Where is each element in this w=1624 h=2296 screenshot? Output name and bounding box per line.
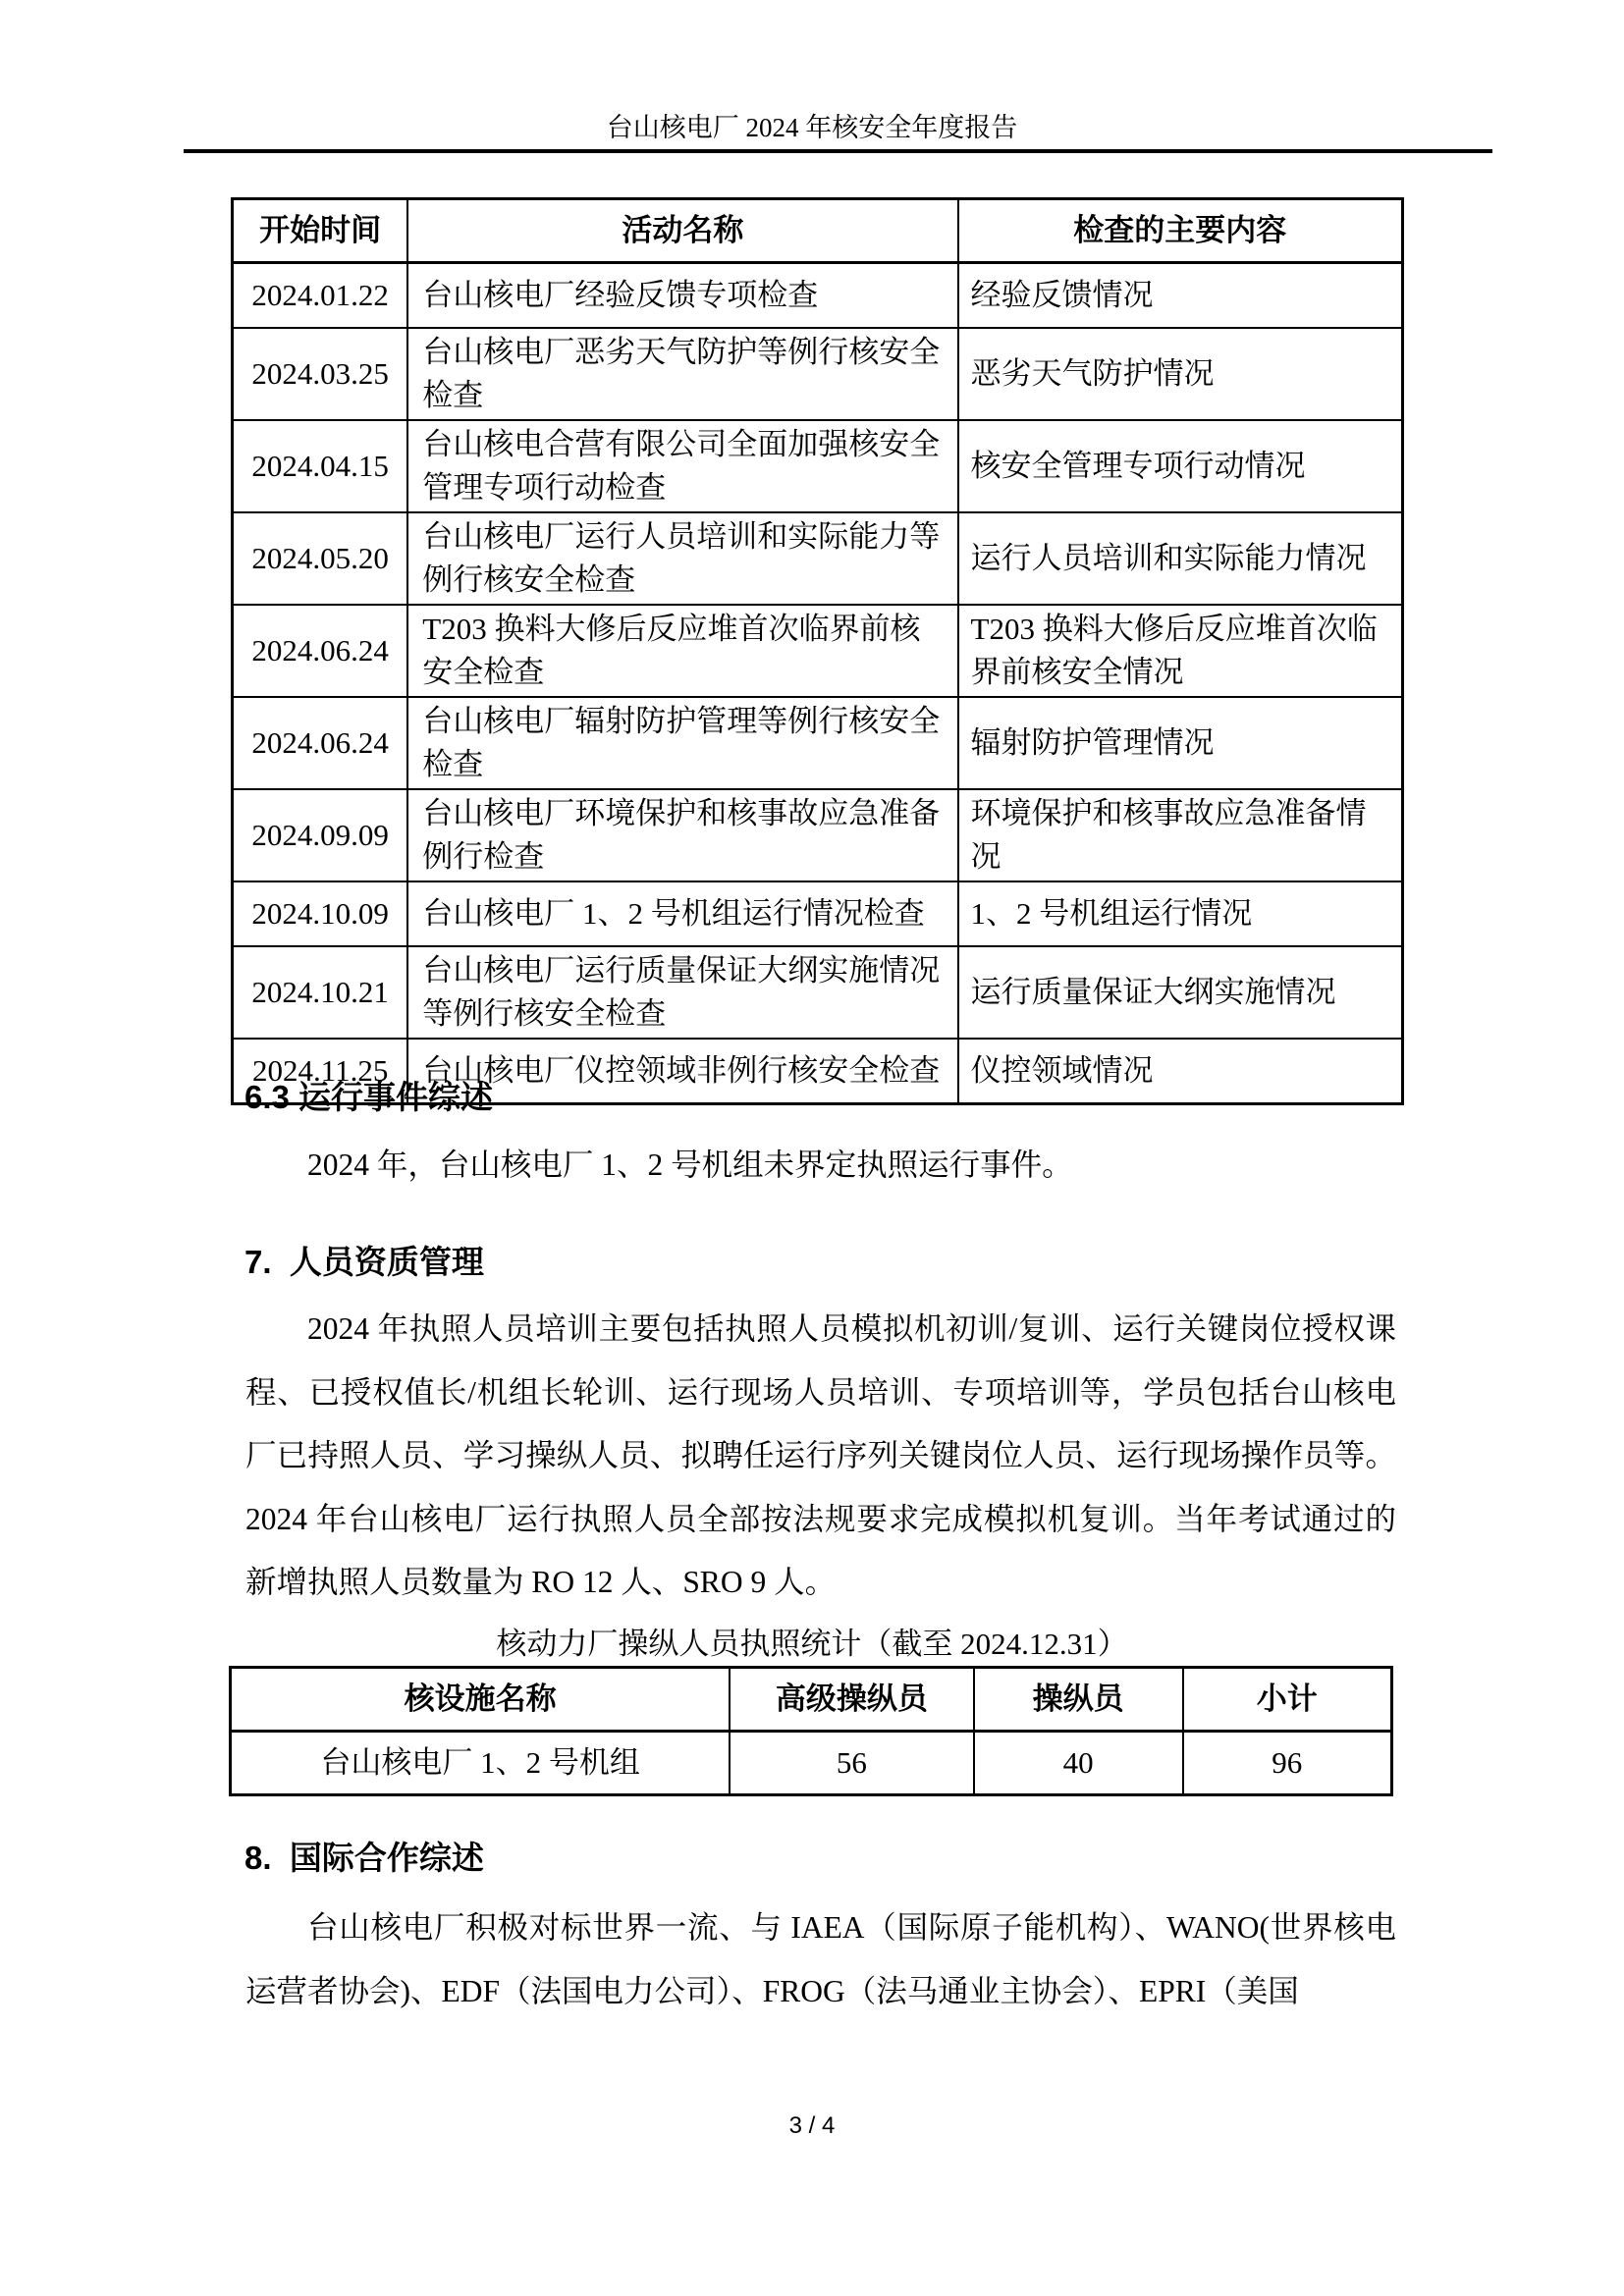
running-header: 台山核电厂 2024 年核安全年度报告	[606, 113, 1018, 142]
section-6-3-paragraph: 2024 年，台山核电厂 1、2 号机组未界定执照运行事件。	[307, 1148, 1073, 1182]
cell-activity: 台山核电厂 1、2 号机组运行情况检查	[407, 881, 957, 946]
cell-start-date: 2024.06.24	[233, 605, 408, 697]
cell-subtotal-count: 96	[1183, 1732, 1392, 1795]
column-header-operator: 操纵员	[974, 1668, 1183, 1732]
table-row	[233, 328, 1403, 420]
table-row	[233, 263, 1403, 329]
cell-activity: 台山核电厂仪控领域非例行核安全检查	[407, 1039, 957, 1104]
section-heading-8: 8. 国际合作综述	[244, 1840, 484, 1876]
operator-license-statistics-table	[229, 1666, 1393, 1796]
table-row	[231, 1732, 1392, 1795]
table-header-row	[233, 199, 1403, 263]
cell-activity: 台山核电厂辐射防护管理等例行核安全检查	[407, 697, 957, 789]
cell-content: 运行质量保证大纲实施情况	[958, 946, 1403, 1039]
section-heading-7: 7. 人员资质管理	[244, 1244, 484, 1280]
cell-activity: 台山核电厂运行质量保证大纲实施情况等例行核安全检查	[407, 946, 957, 1039]
cell-start-date: 2024.10.21	[233, 946, 408, 1039]
section-7-paragraph: 2024 年执照人员培训主要包括执照人员模拟机初训/复训、运行关键岗位授权课程、已授权值长/机组长轮训、运行现场人员培训、专项培训等，学员包括台山核电厂已持照人员、学习操纵人员、拟聘任运行序列关键岗位人员、运行现场操作员等。2024 年台山核电厂运行执照人员全部按法规要求完成模拟机复训。当年考试通过的新增执照人员数量为 RO 12 人、SRO 9 人。	[245, 1311, 1396, 1599]
header-divider-rule	[184, 149, 1492, 153]
cell-content: T203 换料大修后反应堆首次临界前核安全情况	[958, 605, 1403, 697]
license-table-caption: 核动力厂操纵人员执照统计（截至 2024.12.31）	[496, 1627, 1128, 1661]
table-row	[233, 605, 1403, 697]
cell-start-date: 2024.03.25	[233, 328, 408, 420]
cell-activity: 台山核电厂经验反馈专项检查	[407, 263, 957, 329]
cell-content: 经验反馈情况	[958, 263, 1403, 329]
column-header-activity-name: 活动名称	[407, 199, 957, 263]
cell-content: 1、2 号机组运行情况	[958, 881, 1403, 946]
table-row	[233, 946, 1403, 1039]
cell-activity: T203 换料大修后反应堆首次临界前核安全检查	[407, 605, 957, 697]
column-header-senior-operator: 高级操纵员	[730, 1668, 973, 1732]
table-row	[233, 789, 1403, 881]
cell-start-date: 2024.11.25	[233, 1039, 408, 1104]
cell-start-date: 2024.04.15	[233, 420, 408, 512]
section-heading-6-3: 6.3 运行事件综述	[244, 1079, 494, 1115]
cell-operator-count: 40	[974, 1732, 1183, 1795]
table-row	[233, 420, 1403, 512]
cell-content: 核安全管理专项行动情况	[958, 420, 1403, 512]
cell-start-date: 2024.01.22	[233, 263, 408, 329]
cell-content: 运行人员培训和实际能力情况	[958, 512, 1403, 605]
cell-start-date: 2024.10.09	[233, 881, 408, 946]
cell-activity: 台山核电合营有限公司全面加强核安全管理专项行动检查	[407, 420, 957, 512]
column-header-subtotal: 小计	[1183, 1668, 1392, 1732]
cell-content: 仪控领域情况	[958, 1039, 1403, 1104]
column-header-start-date: 开始时间	[233, 199, 408, 263]
table-header-row	[231, 1668, 1392, 1732]
cell-start-date: 2024.09.09	[233, 789, 408, 881]
cell-content: 恶劣天气防护情况	[958, 328, 1403, 420]
cell-senior-operator-count: 56	[730, 1732, 973, 1795]
cell-content: 环境保护和核事故应急准备情况	[958, 789, 1403, 881]
section-8-paragraph: 台山核电厂积极对标世界一流、与 IAEA（国际原子能机构）、WANO(世界核电运营者协会)、EDF（法国电力公司）、FROG（法马通业主协会）、EPRI（美国	[245, 1910, 1396, 2008]
cell-start-date: 2024.06.24	[233, 697, 408, 789]
column-header-facility-name: 核设施名称	[231, 1668, 731, 1732]
cell-start-date: 2024.05.20	[233, 512, 408, 605]
table-row	[233, 512, 1403, 605]
inspection-activities-table	[231, 197, 1404, 1105]
cell-content: 辐射防护管理情况	[958, 697, 1403, 789]
cell-activity: 台山核电厂恶劣天气防护等例行核安全检查	[407, 328, 957, 420]
page-number: 3 / 4	[788, 2112, 836, 2139]
column-header-inspection-content: 检查的主要内容	[958, 199, 1403, 263]
table-row	[233, 881, 1403, 946]
table-row	[233, 697, 1403, 789]
cell-activity: 台山核电厂运行人员培训和实际能力等例行核安全检查	[407, 512, 957, 605]
cell-facility-name: 台山核电厂 1、2 号机组	[231, 1732, 731, 1795]
cell-activity: 台山核电厂环境保护和核事故应急准备例行检查	[407, 789, 957, 881]
